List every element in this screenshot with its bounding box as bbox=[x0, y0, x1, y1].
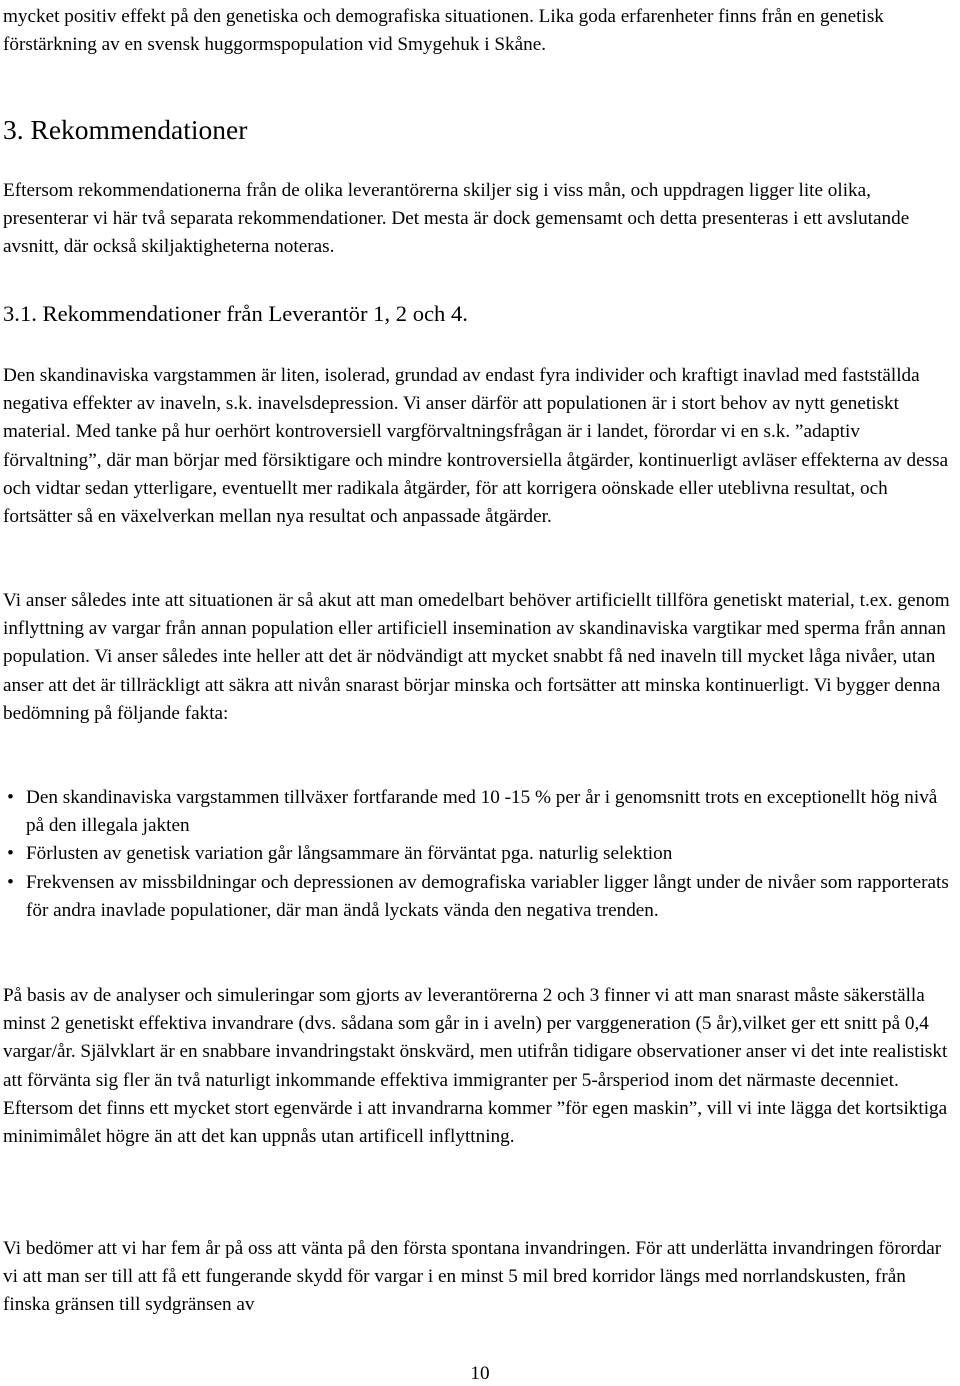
body-paragraph: Vi anser således inte att situationen är så akut att man omedelbart behöver artificiellt tillföra genetiskt material, t.ex. genom inflyttning av vargar från annan population eller artificiell insemination av skandinaviska vargtikar med sperma från annan population. Vi anser således inte heller att det är nödvändigt att mycket snabbt få ned inaveln till mycket låga nivåer, utan anser att det är tillräckligt att säkra att nivån snarast börjar minska och fortsätter att minska kontinuerligt. Vi bygger denna bedömning på följande fakta: bbox=[3, 590, 950, 724]
fact-list bbox=[3, 784, 955, 925]
page-number: 10 bbox=[470, 1363, 490, 1384]
section-heading: 3. Rekommendationer bbox=[3, 114, 248, 145]
bullet-icon: • bbox=[7, 843, 14, 865]
list-item-text: Frekvensen av missbildningar och depressionen av demografiska variabler ligger långt under de nivåer som rapporterats för andra inavlade populationer, där man ändå lyckats vända den negativa trenden. bbox=[26, 871, 949, 921]
bullet-icon: • bbox=[7, 871, 14, 893]
list-item-text: Förlusten av genetisk variation går långsammare än förväntat pga. naturlig selektion bbox=[26, 843, 673, 865]
subsection-heading: 3.1. Rekommendationer från Leverantör 1, 2 och 4. bbox=[3, 301, 468, 326]
intro-paragraph: mycket positiv effekt på den genetiska och demografiska situationen. Lika goda erfarenheter finns från en genetisk förstärkning av en svensk huggormspopulation vid Smygehuk i Skåne. bbox=[3, 6, 884, 56]
list-item bbox=[3, 784, 955, 840]
bullet-icon: • bbox=[7, 787, 14, 808]
body-paragraph: Den skandinaviska vargstammen är liten, isolerad, grundad av endast fyra individer och kraftigt inavlad med fastställda negativa effekter av inaveln, s.k. inavelsdepression. Vi anser därför att populationen är i stort behov av nytt genetiskt material. Med tanke på hur oerhört kontroversiell vargförvaltningsfrågan är i landet, förordar vi en s.k. ”adaptiv förvaltning”, där man börjar med försiktigare och mindre kontroversiella åtgärder, kontinuerligt avläser effekterna av dessa och vidtar sedan ytterligare, eventuellt mer radikala åtgärder, för att korrigera oönskade eller uteblivna resultat, och fortsätter så en växelverkan mellan nya resultat och anpassade åtgärder. bbox=[3, 365, 949, 528]
body-paragraph: På basis av de analyser och simuleringar som gjorts av leverantörerna 2 och 3 finner vi att man snarast måste säkerställa minst 2 genetiskt effektiva invandrare (dvs. sådana som går in i aveln) per varggeneration (5 år),vilket ger ett snitt på 0,4 vargar/år. Självklart är en snabbare invandringstakt önskvärd, men utifrån tidigare observationer anser vi det inte realistiskt att förvänta sig fler än två naturligt inkommande effektiva immigranter per 5-årsperiod inom det närmaste decenniet. Eftersom det finns ett mycket stort egenvärde i att invandrarna kommer ”för egen maskin”, vill vi inte lägga det kortsiktiga minimimålet högre än att det kan uppnås utan artificell inflyttning. bbox=[3, 985, 948, 1148]
body-paragraph: Vi bedömer att vi har fem år på oss att vänta på den första spontana invandringen. För att underlätta invandringen förordar vi att man ser till att få ett fungerande skydd för vargar i en minst 5 mil bred korridor längs med norrlandskusten, från finska gränsen till sydgränsen av bbox=[3, 1238, 942, 1316]
section-intro-paragraph: Eftersom rekommendationerna från de olika leverantörerna skiljer sig i viss mån, och uppdragen ligger lite olika, presenterar vi här två separata rekommendationer. Det mesta är dock gemensamt och detta presenteras i ett avslutande avsnitt, där också skiljaktigheterna noteras. bbox=[3, 180, 910, 258]
list-item-text: Den skandinaviska vargstammen tillväxer fortfarande med 10 -15 % per år i genomsnitt trots en exceptionellt hög nivå på den illegala jakten bbox=[26, 787, 938, 837]
list-item bbox=[3, 840, 955, 868]
list-item bbox=[3, 869, 955, 925]
